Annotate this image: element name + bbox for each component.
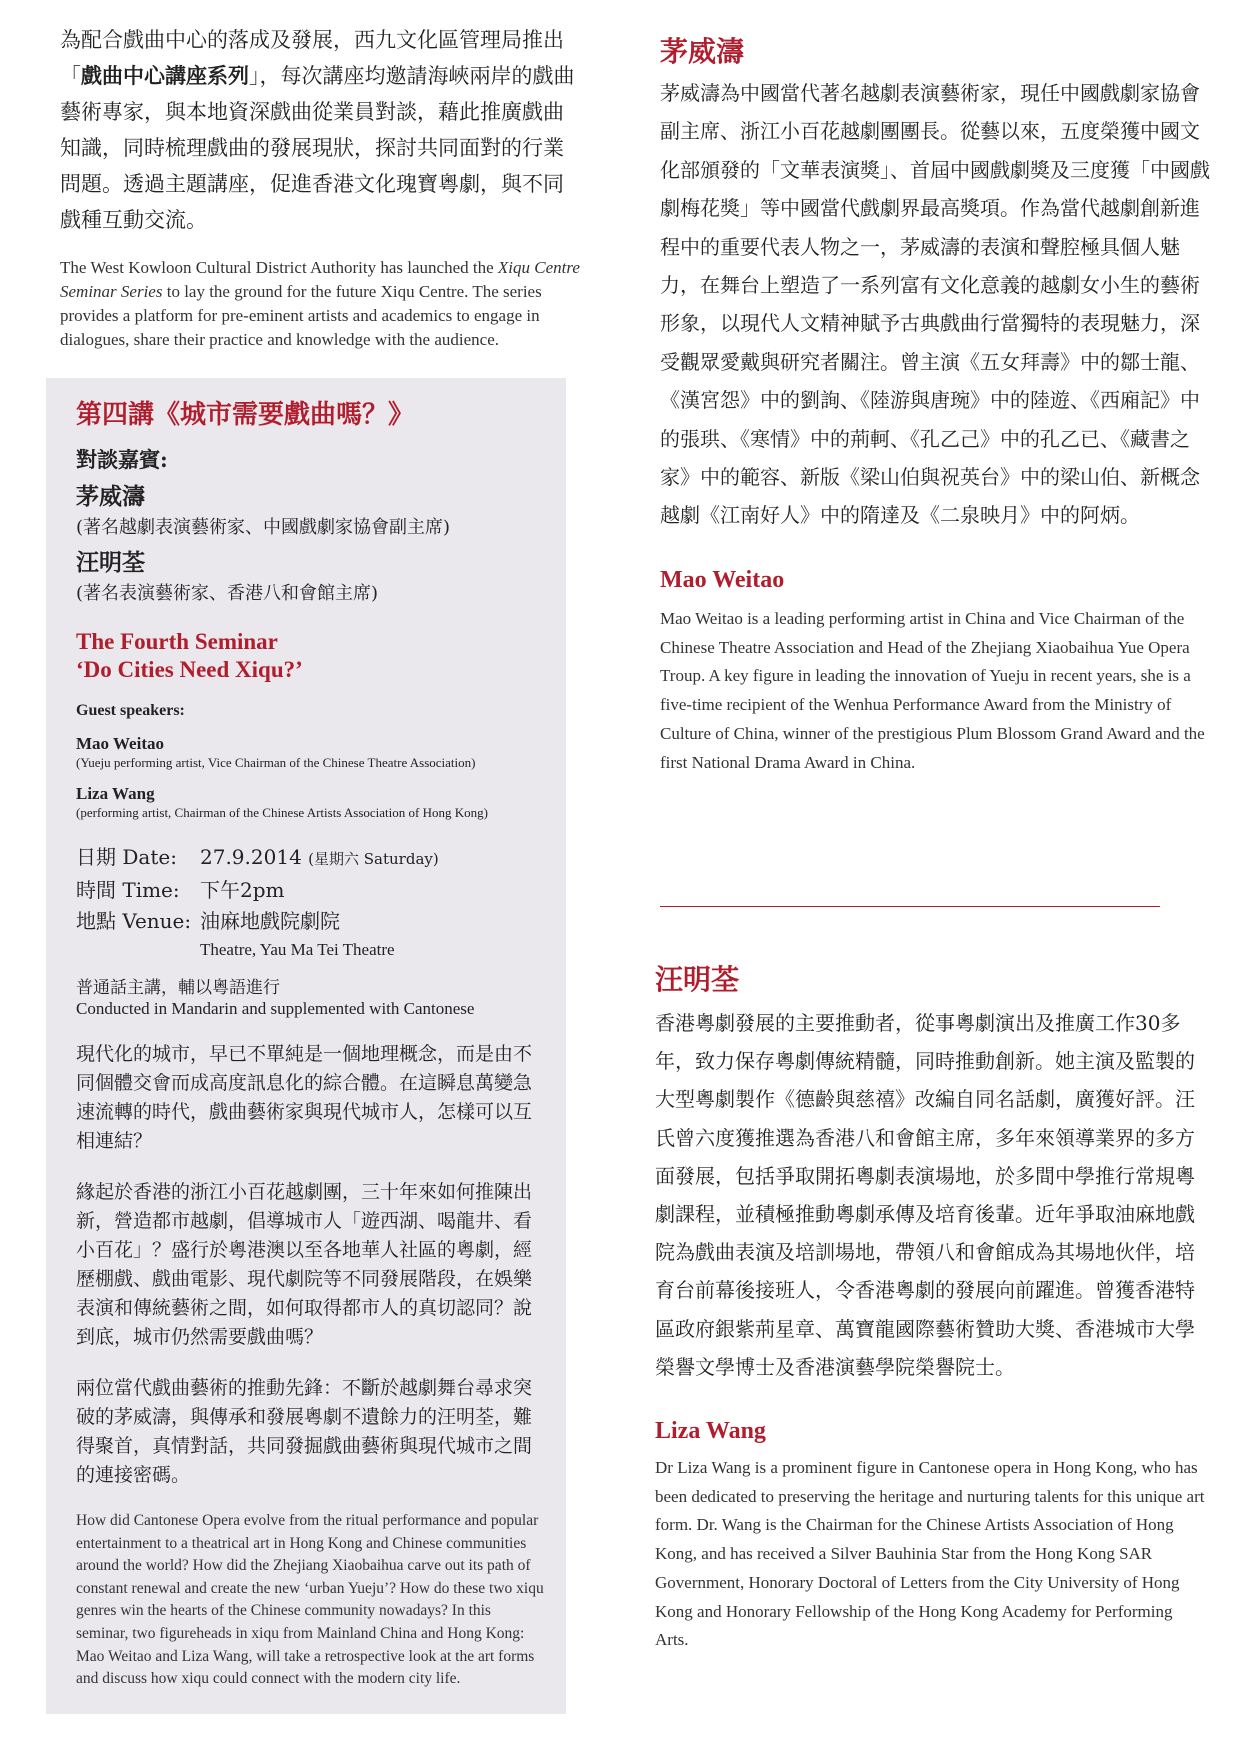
seminar-title-en-line1: The Fourth Seminar [76, 629, 278, 654]
intro-zh-part2: 」，每次講座均邀請海峽兩岸的戲曲藝術專家，與本地資深戲曲從業員對談，藉此推廣戲曲知識，同時梳理戲曲的發展現狀，探討共同面對的行業問題。透過主題講座，促進香港文化瑰寶粵劇，與不同戲種互動交流。 [60, 64, 575, 232]
date-text: 27.9.2014 [200, 845, 302, 869]
intro-en-part2: to lay the ground for the future Xiqu Centre. The series provides a platform for pre-eminent artists and academics to engage in dialogues, share their practice and knowledge with the audience. [60, 282, 542, 349]
intro-zh-series-name: 戲曲中心講座系列 [81, 63, 249, 88]
bio-mao-name-en: Mao Weitao [660, 566, 785, 593]
seminar-panel [46, 378, 566, 1714]
bio-wang-text-en: Dr Liza Wang is a prominent figure in Cantonese opera in Hong Kong, who has been dedicated to preserving the heritage and nurturing talents for this unique art form. Dr. Wang is the Chairman for the Chinese Artists Association of Hong Kong, and has received a Silver Bauhinia Star from the Hong Kong SAR Government, Honorary Doctoral of Letters from the City University of Hong Kong and Honorary Fellowship of the Hong Kong Academy for Performing Arts. [655, 1458, 1205, 1650]
venue-label: 地點 Venue: [76, 909, 192, 933]
intro-en-part1: The West Kowloon Cultural District Authority has launched the [60, 258, 498, 277]
venue-value-en: Theatre, Yau Ma Tei Theatre [200, 940, 395, 959]
intro-section [60, 22, 580, 352]
intro-text-en [60, 256, 580, 352]
guest1-name-zh: 茅威濤 [76, 483, 145, 510]
guests-label-zh: 對談嘉賓: [76, 447, 168, 472]
venue-row [76, 906, 546, 937]
bio-mao-name-zh: 茅威濤 [660, 35, 745, 68]
intro-zh-part1: 為配合戲曲中心的落成及發展，西九文化區管理局推出「 [60, 28, 564, 88]
seminar-title-en-line2: ‘Do Cities Need Xiqu?’ [76, 657, 303, 682]
seminar-paragraph-3: 兩位當代戲曲藝術的推動先鋒：不斷於越劇舞台尋求突破的茅威濤，與傳承和發展粵劇不遺餘力的汪明荃，難得聚首，真情對話，共同發掘戲曲藝術與現代城市之間的連接密碼。 [76, 1377, 533, 1486]
guest1-name-en: Mao Weitao [76, 734, 164, 753]
date-row [76, 842, 546, 875]
bio-mao-text-en: Mao Weitao is a leading performing artist in China and Vice Chairman of the Chinese Theatre Association and Head of the Zhejiang Xiaobaihua Yue Opera Troup. A key figure in leading the innovation of Yueju in recent years, she is a five-time recipient of the Wenhua Performance Award from the Ministry of Culture of China, winner of the prestigious Plum Blossom Grand Award and the first National Drama Award in China. [660, 608, 1205, 772]
bio-wang-section [655, 960, 1205, 1655]
language-note-zh: 普通話主講，輔以粵語進行 [76, 978, 280, 998]
guest1-role-zh: (著名越劇表演藝術家、中國戲劇家協會副主席) [76, 517, 451, 538]
seminar-title-zh: 第四講《城市需要戲曲嗎？》 [76, 400, 415, 430]
bio-mao-text-zh: 茅威濤為中國當代著名越劇表演藝術家，現任中國戲劇家協會副主席、浙江小百花越劇團團長。從藝以來，五度榮獲中國文化部頒發的「文華表演獎」、首屆中國戲劇獎及三度獲「中國戲劇梅花獎」等中國當代戲劇界最高獎項。作為當代越劇創新進程中的重要代表人物之一，茅威濤的表演和聲腔極具個人魅力，在舞台上塑造了一系列富有文化意義的越劇女小生的藝術形象，以現代人文精神賦予古典戲曲行當獨特的表現魅力，深受觀眾愛戴與研究者關注。曾主演《五女拜壽》中的鄒士龍、《漢宮怨》中的劉詢、《陸游與唐琬》中的陸遊、《西廂記》中的張珙、《寒情》中的荊軻、《孔乙己》中的孔乙已、《藏書之家》中的範容、新版《梁山伯與祝英台》中的梁山伯、新概念越劇《江南好人》中的隋達及《二泉映月》中的阿炳。 [660, 81, 1210, 528]
bio-mao-section [660, 32, 1210, 778]
guest2-name-en: Liza Wang [76, 784, 155, 803]
section-divider [660, 906, 1160, 907]
guest1-role-en: (Yueju performing artist, Vice Chairman of the Chinese Theatre Association) [76, 755, 476, 770]
guest2-name-zh: 汪明荃 [76, 549, 145, 576]
intro-en-series-name: Xiqu Centre Seminar Series [60, 258, 580, 301]
date-value [200, 842, 439, 875]
language-note-en: Conducted in Mandarin and supplemented with Cantonese [76, 999, 475, 1018]
bio-wang-name-zh: 汪明荃 [655, 963, 740, 996]
seminar-paragraph-en: How did Cantonese Opera evolve from the ritual performance and popular entertainment to a theatrical art in Hong Kong and Chinese communities around the world? How did the Zhejiang Xiaobaihua carve out its path of constant renewal and create the new ‘urban Yueju’? How do these two xiqu genres win the hearts of the Chinese community nowadays? In this seminar, two figureheads in xiqu from Mainland China and Hong Kong: Mao Weitao and Liza Wang, will take a retrospective look at the art forms and discuss how xiqu could connect with the modern city life. [76, 1512, 544, 1688]
guest2-role-zh: (著名表演藝術家、香港八和會館主席) [76, 583, 379, 604]
guest2-role-en: (performing artist, Chairman of the Chinese Artists Association of Hong Kong) [76, 805, 488, 820]
date-weekday: (星期六 Saturday) [308, 850, 439, 868]
time-value: 下午2pm [200, 878, 285, 902]
bio-wang-text-zh: 香港粵劇發展的主要推動者，從事粵劇演出及推廣工作30多年，致力保存粵劇傳統精髓，同時推動創新。她主演及監製的大型粵劇製作《德齡與慈禧》改編自同名話劇，廣獲好評。汪氏曾六度獲推選為香港八和會館主席，多年來領導業界的多方面發展，包括爭取開拓粵劇表演場地，於多間中學推行常規粵劇課程，並積極推動粵劇承傳及培育後輩。近年爭取油麻地戲院為戲曲表演及培訓場地，帶領八和會館成為其場地伙伴，培育台前幕後接班人，令香港粵劇的發展向前躍進。曾獲香港特區政府銀紫荊星章、萬寶龍國際藝術贊助大獎、香港城市大學榮譽文學博士及香港演藝學院榮譽院士。 [655, 1011, 1195, 1379]
event-details [76, 842, 546, 963]
intro-text-zh [60, 22, 580, 238]
seminar-paragraph-1: 現代化的城市，早已不單純是一個地理概念，而是由不同個體交會而成高度訊息化的綜合體。在這瞬息萬變急速流轉的時代，戲曲藝術家與現代城市人，怎樣可以互相連結？ [76, 1043, 533, 1152]
guests-label-en: Guest speakers: [76, 702, 185, 719]
venue-value: 油麻地戲院劇院 [200, 909, 340, 933]
seminar-title-en [76, 628, 546, 684]
time-row [76, 875, 546, 906]
seminar-paragraph-2: 緣起於香港的浙江小百花越劇團，三十年來如何推陳出新，營造都市越劇，倡導城市人「遊西湖、喝龍井、看小百花」？盛行於粵港澳以至各地華人社區的粵劇，經歷棚戲、戲曲電影、現代劇院等不同發展階段，在娛樂表演和傳統藝術之間，如何取得都市人的真切認同？說到底，城市仍然需要戲曲嗎？ [76, 1181, 533, 1348]
bio-wang-name-en: Liza Wang [655, 1418, 766, 1445]
date-label: 日期 Date: [76, 845, 177, 869]
time-label: 時間 Time: [76, 878, 180, 902]
